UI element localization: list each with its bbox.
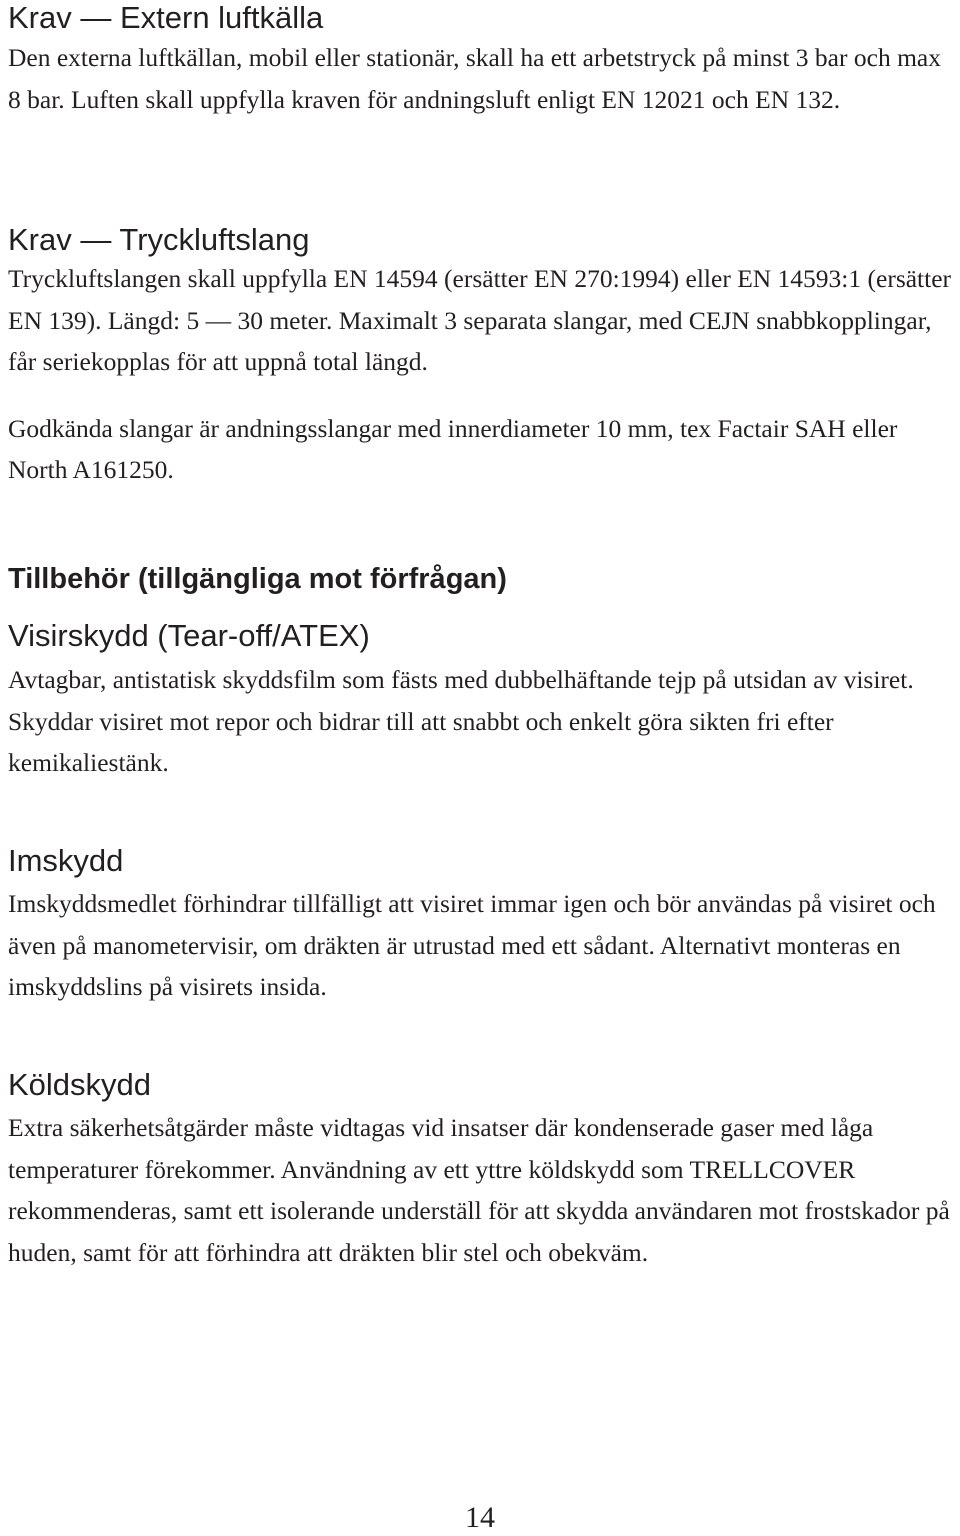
section-paragraph: Imskyddsmedlet förhindrar tillfälligt att visiret immar igen och bör användas på visiret och även på manometervisir, om dräkten är utrustad med ett sådant. Alternativt monteras en imskyddslins på visirets insida. (8, 889, 936, 1001)
section-paragraph: Den externa luftkällan, mobil eller stationär, skall ha ett arbetstryck på minst 3 bar och max 8 bar. Luften skall uppfylla kraven för andningsluft enligt EN 12021 och EN 132. (8, 43, 941, 114)
section-tillbehor (8, 561, 954, 597)
section-koldskydd (8, 1067, 954, 1273)
section-imskydd (8, 843, 954, 1008)
section-paragraph: Godkända slangar är andningsslangar med innerdiameter 10 mm, tex Factair SAH eller North A161250. (8, 413, 898, 484)
section-tryckluftslang (8, 222, 954, 491)
section-extern-luftkalla (8, 0, 954, 120)
section-heading: Krav — Extern luftkälla (8, 0, 324, 35)
section-heading: Imskydd (8, 843, 124, 878)
section-paragraph: Extra säkerhetsåtgärder måste vidtagas vid insatser där kondenserade gaser med låga temperaturer förekommer. Användning av ett yttre köldskydd som TRELLCOVER rekommenderas, samt ett isolerande underställ för att skydda användaren mot frostskador på huden, samt för att förhindra att dräkten blir stel och obekväm. (8, 1113, 950, 1267)
section-visirskydd (8, 618, 954, 784)
page-number: 14 (465, 1501, 495, 1534)
section-heading: Krav — Tryckluftslang (8, 222, 310, 257)
section-paragraph: Tryckluftslangen skall uppfylla EN 14594 (ersätter EN 270:1994) eller EN 14593:1 (ersätter EN 139). Längd: 5 — 30 meter. Maximalt 3 separata slangar, med CEJN snabbkopplingar, får seriekopplas för att uppnå total längd. (8, 264, 952, 376)
section-heading: Tillbehör (tillgängliga mot förfrågan) (8, 563, 507, 595)
section-paragraph: Avtagbar, antistatisk skyddsfilm som fästs med dubbelhäftande tejp på utsidan av visiret. Skyddar visiret mot repor och bidrar till att snabbt och enkelt göra sikten fri efter kemikaliestänk. (8, 665, 914, 777)
section-heading: Köldskydd (8, 1067, 152, 1102)
section-heading: Visirskydd (Tear-off/ATEX) (8, 618, 370, 653)
